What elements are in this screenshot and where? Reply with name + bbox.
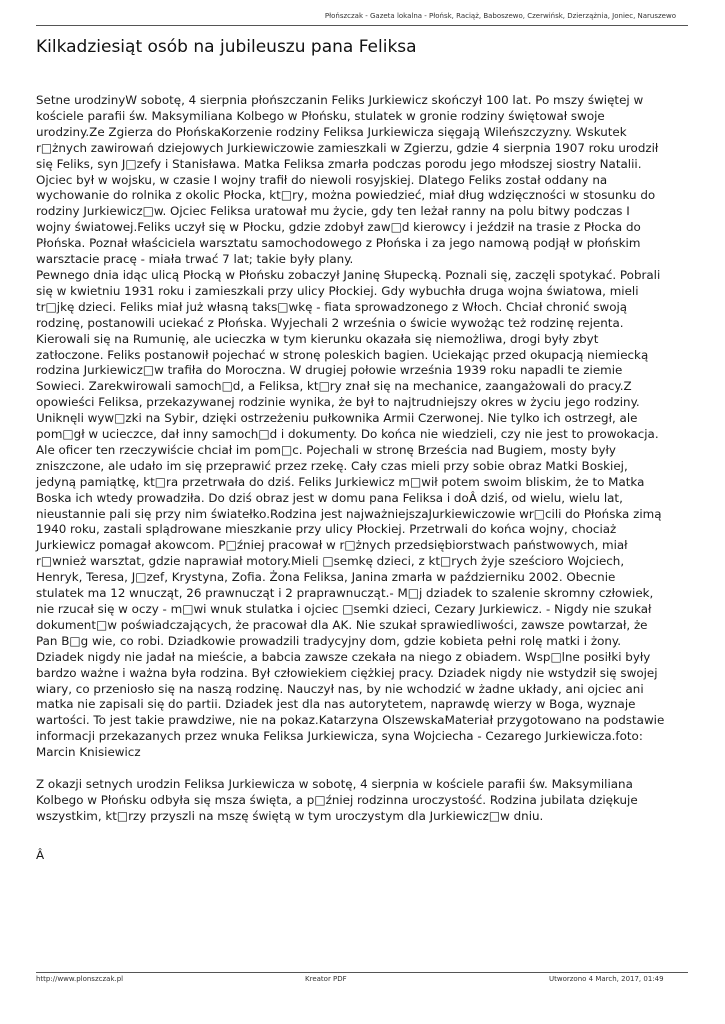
footer-url: http://www.plonszczak.pl [36, 975, 124, 983]
header-divider [36, 25, 688, 26]
footer-generator: Kreator PDF [305, 975, 347, 983]
trailing-character: Â [36, 847, 45, 862]
article-content [36, 93, 688, 864]
article-lead: Z okazji setnych urodzin Feliksa Jurkiewicza w sobotę, 4 sierpnia w kościele parafii św. Maksymiliana Kolbego w Płońsku odbyła się msza święta, a p□źniej rodzinna uroczystość. Rodzina jubilata dziękuje wszystkim, kt□rzy przyszli na mszę świętą w tym uroczystym dla Jurkiewicz□w dniu. [36, 776, 638, 823]
article-title: Kilkadziesiąt osób na jubileuszu pana Feliksa [36, 37, 417, 57]
article-body: Setne urodzinyW sobotę, 4 sierpnia płońszczanin Feliks Jurkiewicz skończył 100 lat. Po mszy świętej w kościele parafii św. Maksymiliana Kolbego w Płońsku, stulatek w gronie rodziny świętował swoje urodziny.Ze Zgierza do PłońskaKorzenie rodziny Feliksa Jurkiewicza sięgają Wileńszczyzny. Wskutek r□żnych zawirowań dziejowych Jurkiewiczowie zamieszkali w Zgierzu, gdzie 4 sierpnia 1907 roku urodził się Feliks, syn J□zefy i Stanisława. Matka Feliksa zmarła podczas porodu jego młodszej siostry Natalii. Ojciec był w wojsku, w czasie I wojny trafił do niewoli rosyjskiej. Dlatego Feliks został oddany na wychowanie do rolnika z okolic Płocka, kt□ry, można powiedzieć, miał dług wdzięczności w stosunku do rodziny Jurkiewicz□w. Ojciec Feliksa uratował mu życie, gdy ten leżał ranny na polu bitwy podczas I wojny światowej.Feliks uczył się w Płocku, gdzie zdobył zaw□d kierowcy i jeździł na trasie z Płocka do Płońska. Poznał właściciela warsztatu samochodowego z Płońska i za jego namową podjął w płońskim warsztacie pracę - miała trwać 7 lat; takie były plany. Pewnego dnia idąc ulicą Płocką w Płońsku zobaczył Janinę Słupecką. Poznali się, zaczęli spotykać. Pobrali się w kwietniu 1931 roku i zamieszkali przy ulicy Płockiej. Gdy wybuchła druga wojna światowa, mieli tr□jkę dzieci. Feliks miał już własną taks□wkę - fiata sprowadzonego z Włoch. Chciał chronić swoją rodzinę, postanowili uciekać z Płońska. Wyjechali 2 września o świcie wywożąc też rodzinę rejenta. Kierowali się na Rumunię, ale ucieczka w tym kierunku okazała się niemożliwa, drogi były zbyt zatłoczone. Feliks postanowił pojechać w stronę poleskich bagien. Uciekając przed okupacją niemiecką rodzina Jurkiewicz□w trafiła do Moroczna. W drugiej połowie września 1939 roku napadli te ziemie Sowieci. Zarekwirowali samoch□d, a Feliksa, kt□ry znał się na mechanice, zaangażowali do pracy.Z opowieści Feliksa, przekazywanej rodzinie wynika, że był to najtrudniejszy okres w życiu jego rodziny. Uniknęli wyw□zki na Sybir, dzięki ostrzeżeniu pułkownika Armii Czerwonej. Nie tylko ich ostrzegł, ale pom□gł w ucieczce, dał inny samoch□d i dokumenty. Do końca nie wiedzieli, czy nie jest to prowokacja. Ale oficer ten rzeczywiście chciał im pom□c. Pojechali w stronę Brześcia nad Bugiem, mosty były zniszczone, ale udało im się przeprawić przez rzekę. Cały czas mieli przy sobie obraz Matki Boskiej, jedyną pamiątkę, kt□ra przetrwała do dziś. Feliks Jurkiewicz m□wił potem swoim bliskim, że to Matka Boska ich wtedy prowadziła. Do dziś obraz jest w domu pana Feliksa i doÂ dziś, od wielu, wielu lat, nieustannie pali się przy nim światełko.Rodzina jest najważniejszaJurkiewiczowie wr□cili do Płońska zimą 1940 roku, zastali splądrowane mieszkanie przy ulicy Płockiej. Przetrwali do końca wojny, chociaż Jurkiewicz pomagał akowcom. P□źniej pracował w r□żnych przedsiębiorstwach państwowych, miał r□wnież warsztat, gdzie naprawiał motory.Mieli □semkę dzieci, z kt□rych żyje sześcioro Wojciech, Henryk, Teresa, J□zef, Krystyna, Zofia. Żona Feliksa, Janina zmarła w październiku 2002. Obecnie stulatek ma 12 wnucząt, 26 prawnucząt i 2 praprawnucząt.- M□j dziadek to szalenie skromny człowiek, nie rzucał się w oczy - m□wi wnuk stulatka i ojciec □semki dzieci, Cezary Jurkiewicz. - Nigdy nie szukał dokument□w poświadczających, że pracował dla AK. Nie szukał sprawiedliwości, zawsze powtarzał, że Pan B□g wie, co robi. Dziadkowie prowadzili tradycyjny dom, gdzie kobieta pełni rolę matki i żony. Dziadek nigdy nie jadał na mieście, a babcia zawsze czekała na niego z obiadem. Wsp□lne posiłki były bardzo ważne i ważna była rodzina. Był człowiekiem ciężkiej pracy. Dziadek nigdy nie wstydził się swojej wiary, co przeniosło się na naszą rodzinę. Nauczył nas, by nie wchodzić w żadne układy, ani ojciec ani matka nie zapisali się do partii. Dziadek jest dla nas autorytetem, naprawdę wierzy w Boga, wyznaje wartości. To jest takie prawdziwe, nie na pokaz.Katarzyna OlszewskaMateriał przygotowano na podstawie informacji przekazanych przez wnuka Feliksa Jurkiewicza, syna Wojciecha - Cezarego Jurkiewicza.foto: Marcin Knisiewicz [36, 93, 665, 760]
footer-divider [36, 972, 688, 973]
footer-created-date: Utworzono 4 March, 2017, 01:49 [549, 975, 664, 983]
site-header: Płońszczak - Gazeta lokalna - Płońsk, Raciąż, Baboszewo, Czerwińsk, Dzierzążnia, Joniec, Naruszewo [324, 12, 676, 20]
